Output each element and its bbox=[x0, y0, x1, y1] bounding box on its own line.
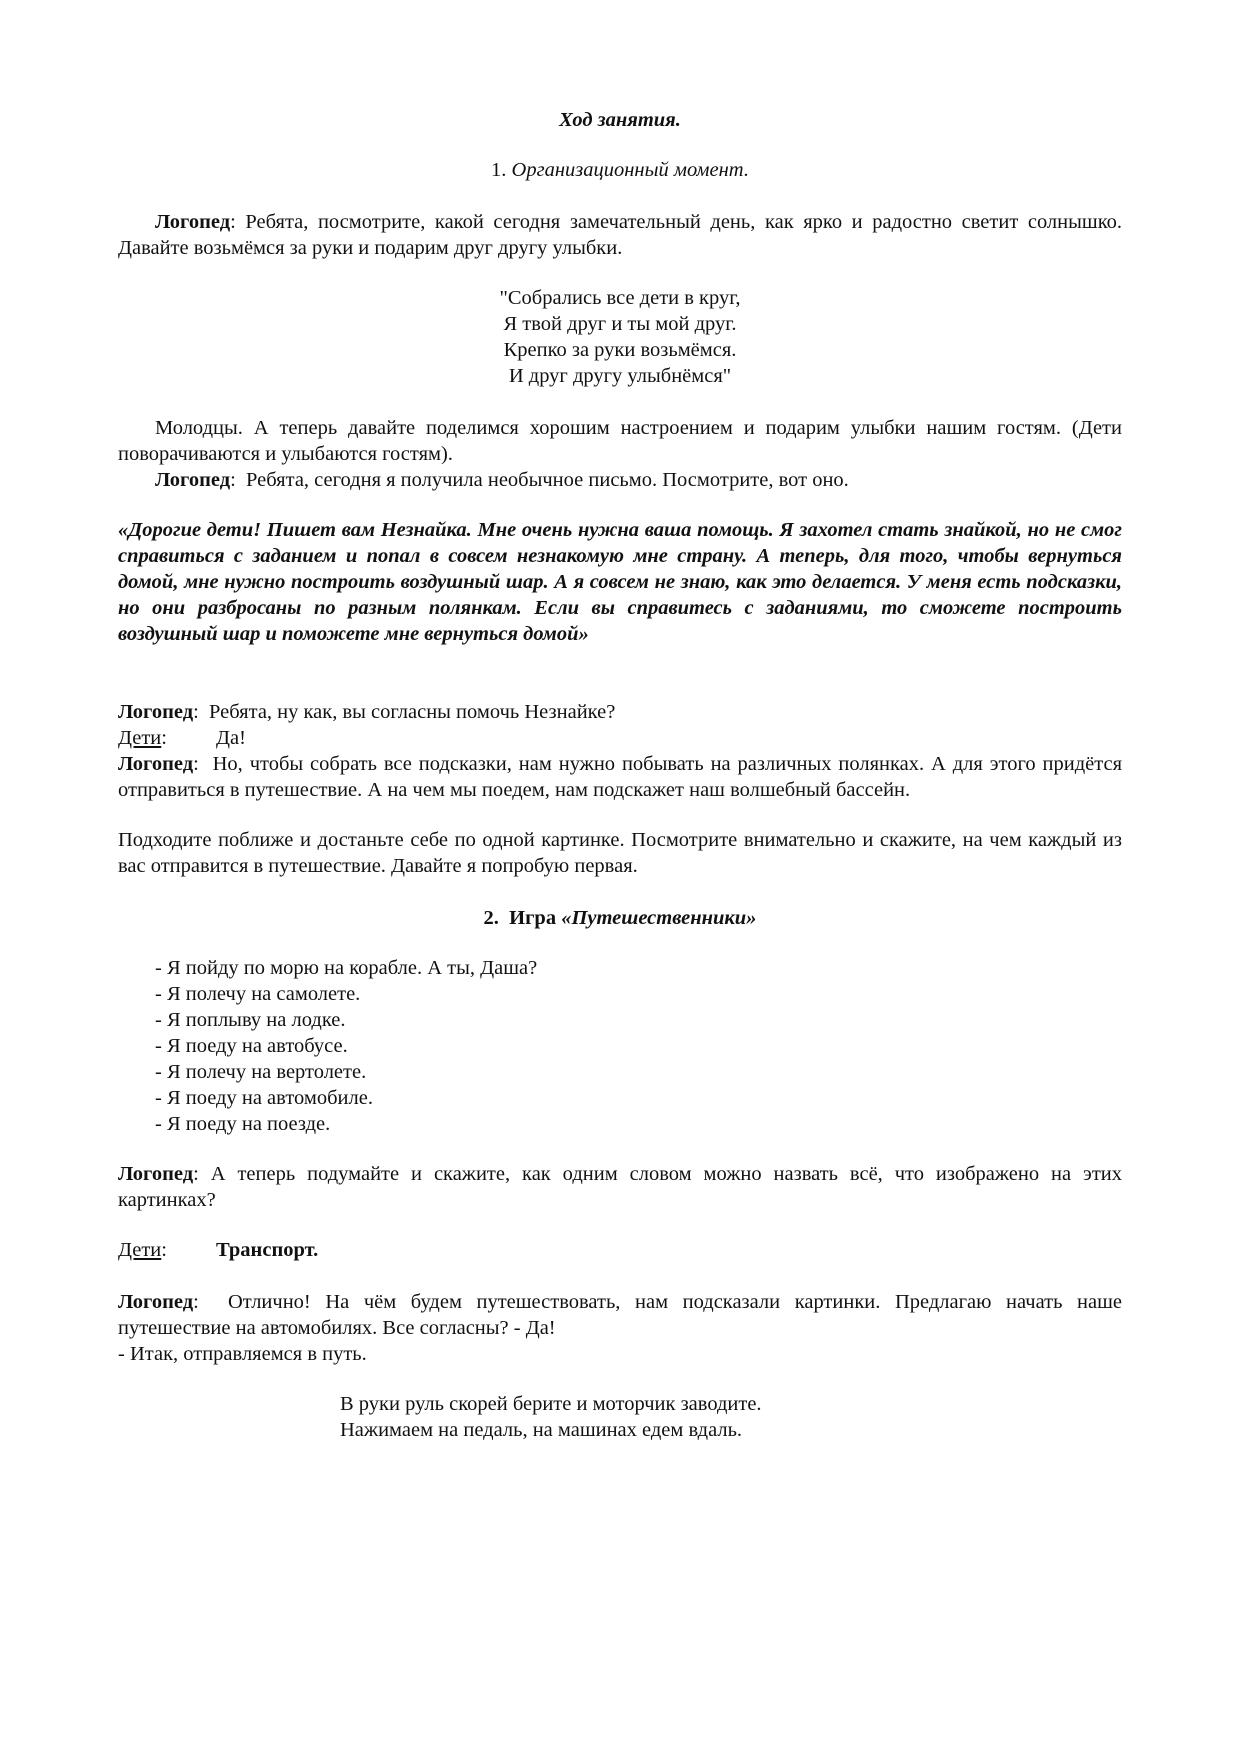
poem-line: "Собрались все дети в круг, bbox=[499, 287, 741, 309]
dialogue-8: - Итак, отправляемся в путь. bbox=[118, 1343, 367, 1365]
speaker-label: Логопед bbox=[155, 211, 231, 233]
dialogue-4 bbox=[118, 827, 1122, 879]
poem-line: В руки руль скорей берите и моторчик заводите. bbox=[340, 1393, 762, 1415]
speaker-label: Дети bbox=[118, 727, 162, 749]
dialogue-1: Логопед: Ребята, ну как, вы согласны помочь Незнайке? bbox=[118, 701, 616, 723]
section-number: 1 bbox=[491, 159, 502, 181]
dialogue-7: Логопед: Отлично! На чём будем путешествовать, нам подсказали картинки. Предлагаю начать наше путешествие на автомобилях. Все согласны? - Да! bbox=[118, 1291, 1122, 1339]
section-1-heading: 1. Организационный момент. bbox=[491, 159, 749, 181]
paragraph-text: Ребята, посмотрите, какой сегодня замечательный день, как ярко и радостно светит солнышко. Давайте возьмёмся за руки и подарим друг другу улыбки. bbox=[118, 211, 1122, 259]
travel-list bbox=[118, 955, 1122, 1137]
poem-circle bbox=[118, 285, 1122, 389]
dialogue-5: Логопед: А теперь подумайте и скажите, как одним словом можно назвать всё, что изображено на этих картинках? bbox=[118, 1163, 1123, 1211]
dialogue-text: А теперь подумайте и скажите, как одним словом можно назвать всё, что изображено на этих картинках? bbox=[118, 1163, 1123, 1211]
section-title: «Путешественники» bbox=[561, 907, 757, 929]
dialogue-text: Подходите поближе и достаньте себе по одной картинке. Посмотрите внимательно и скажите, на чем каждый из вас отправится в путешествие. Давайте я попробую первая. bbox=[118, 829, 1122, 877]
list-item: - Я поеду на поезде. bbox=[155, 1113, 331, 1135]
paragraph-guests bbox=[118, 415, 1122, 467]
section-2-heading bbox=[118, 905, 1122, 931]
speaker-label: Логопед bbox=[118, 753, 194, 775]
list-item: - Я поеду на автомобиле. bbox=[155, 1087, 373, 1109]
letter-text: «Дорогие дети! Пишет вам Незнайка. Мне очень нужна ваша помощь. Я захотел стать знайкой, но не смог справиться с заданием и попал в совсем незнакомую мне страну. А теперь, для того, чтобы вернуться домой, мне нужно построить воздушный шар. А я совсем не знаю, как это делается. У меня есть подсказки, но они разбросаны по разным полянкам. Если вы справитесь с заданиями, то сможете построить воздушный шар и поможете мне вернуться домой» bbox=[118, 519, 1122, 645]
list-item: - Я полечу на самолете. bbox=[155, 983, 361, 1005]
poem-line: Крепко за руки возьмёмся. bbox=[503, 339, 737, 361]
list-item: - Я поплыву на лодке. bbox=[155, 1009, 346, 1031]
dialogue-text: Транспорт. bbox=[216, 1239, 319, 1261]
list-item: - Я поеду на автобусе. bbox=[155, 1035, 348, 1057]
poem-line: И друг другу улыбнёмся" bbox=[508, 365, 732, 387]
paragraph-letter-intro: Логопед: Ребята, сегодня я получила необычное письмо. Посмотрите, вот оно. bbox=[155, 469, 849, 491]
speaker-label: Дети bbox=[118, 1239, 162, 1261]
dialogue-text: Да! bbox=[216, 727, 246, 749]
section-number: 2. bbox=[483, 907, 499, 929]
dialogue-text: Но, чтобы собрать все подсказки, нам нужно побывать на различных полянках. А для этого придётся отправиться в путешествие. А на чем мы поедем, нам подскажет наш волшебный бассейн. bbox=[118, 753, 1123, 801]
poem-line: Я твой друг и ты мой друг. bbox=[503, 313, 737, 335]
page-title bbox=[118, 107, 1122, 133]
dialogue-6: Дети: Транспорт. bbox=[118, 1239, 319, 1261]
speaker-label: Логопед bbox=[118, 701, 194, 723]
list-item: - Я пойду по морю на корабле. А ты, Даша? bbox=[155, 957, 538, 979]
dialogue-3: Логопед: Но, чтобы собрать все подсказки, нам нужно побывать на различных полянках. А для этого придётся отправиться в путешествие. А на чем мы поедем, нам подскажет наш волшебный бассейн. bbox=[118, 753, 1123, 801]
poem-line: Нажимаем на педаль, на машинах едем вдаль. bbox=[340, 1419, 743, 1441]
paragraph-text: Молодцы. А теперь давайте поделимся хорошим настроением и подарим улыбки нашим гостям. (Дети поворачиваются и улыбаются гостям). bbox=[118, 417, 1122, 465]
paragraph-greeting: Логопед: Ребята, посмотрите, какой сегодня замечательный день, как ярко и радостно светит солнышко. Давайте возьмёмся за руки и подарим друг другу улыбки. bbox=[118, 211, 1122, 259]
list-item: - Я полечу на вертолете. bbox=[155, 1061, 367, 1083]
paragraph-text: Ребята, сегодня я получила необычное письмо. Посмотрите, вот оно. bbox=[246, 469, 849, 491]
section-prefix: Игра bbox=[509, 907, 557, 929]
speaker-label: Логопед bbox=[155, 469, 231, 491]
poem-cars bbox=[340, 1391, 900, 1443]
dialogue-text: Ребята, ну как, вы согласны помочь Незнайке? bbox=[209, 701, 616, 723]
section-title: Организационный момент. bbox=[511, 159, 749, 181]
dialogue-text: Отлично! На чём будем путешествовать, нам подсказали картинки. Предлагаю начать наше путешествие на автомобилях. Все согласны? - Да! bbox=[118, 1291, 1122, 1339]
dialogue-2: Дети: Да! bbox=[118, 727, 246, 749]
speaker-label: Логопед bbox=[118, 1291, 194, 1313]
speaker-label: Логопед bbox=[118, 1163, 194, 1185]
title-text: Ход занятия. bbox=[559, 109, 681, 131]
